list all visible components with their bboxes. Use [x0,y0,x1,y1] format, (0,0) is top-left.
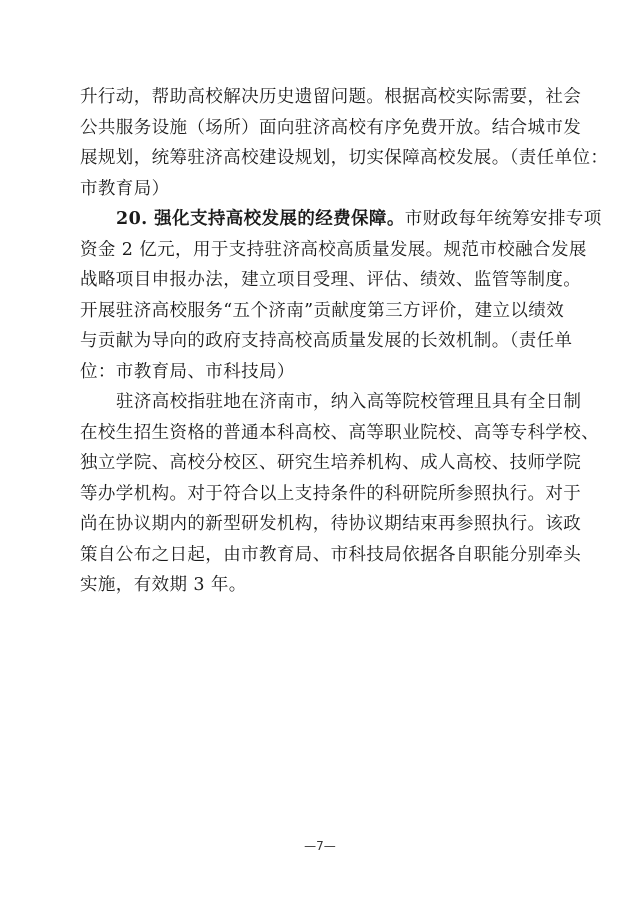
continued-paragraph [80,82,609,204]
text-line: 实施，有效期 3 年。 [80,575,247,595]
text-line: 策自公布之日起，由市教育局、市科技局依据各自职能分别牵头 [80,544,582,565]
document-body [80,82,609,601]
text-line: 升行动，帮助高校解决历史遗留问题。根据高校实际需要，社会 [80,87,582,107]
text-line: 开展驻济高校服务“五个济南”贡献度第三方评价，建立以绩效 [80,300,565,321]
text-line: 与贡献为导向的政府支持高校高质量发展的长效机制。（责任单 [80,331,573,351]
text-line: 驻济高校指驻地在济南市，纳入高等院校管理且具有全日制 [116,392,582,412]
text-line: 位：市教育局、市科技局） [80,361,295,382]
text-line [80,204,602,235]
text-line: 公共服务设施（场所）面向驻济高校有序免费开放。结合城市发 [80,117,582,138]
item-20-first-line: 市财政每年统筹安排专项 [404,209,602,229]
text-line: 尚在协议期内的新型研发机构，待协议期结束再参照执行。该政 [80,514,582,534]
item-20-paragraph [80,204,602,387]
text-line: 战略项目申报办法，建立项目受理、评估、绩效、监管等制度。 [80,270,582,290]
item-20-heading: 20. 强化支持高校发展的经费保障。 [116,209,405,229]
text-line: 在校生招生资格的普通本科高校、高等职业院校、高等专科学校、 [80,422,600,443]
page-number: —7— [304,839,336,853]
text-line: 资金 2 亿元，用于支持驻济高校高质量发展。规范市校融合发展 [80,239,587,260]
text-line: 等办学机构。对于符合以上支持条件的科研院所参照执行。对于 [80,483,582,504]
text-line: 独立学院、高校分校区、研究生培养机构、成人高校、技师学院 [80,453,582,473]
text-line: 市教育局） [80,178,170,199]
text-line: 展规划，统筹驻济高校建设规划，切实保障高校发展。（责任单位： [80,148,609,168]
note-paragraph [80,387,600,601]
